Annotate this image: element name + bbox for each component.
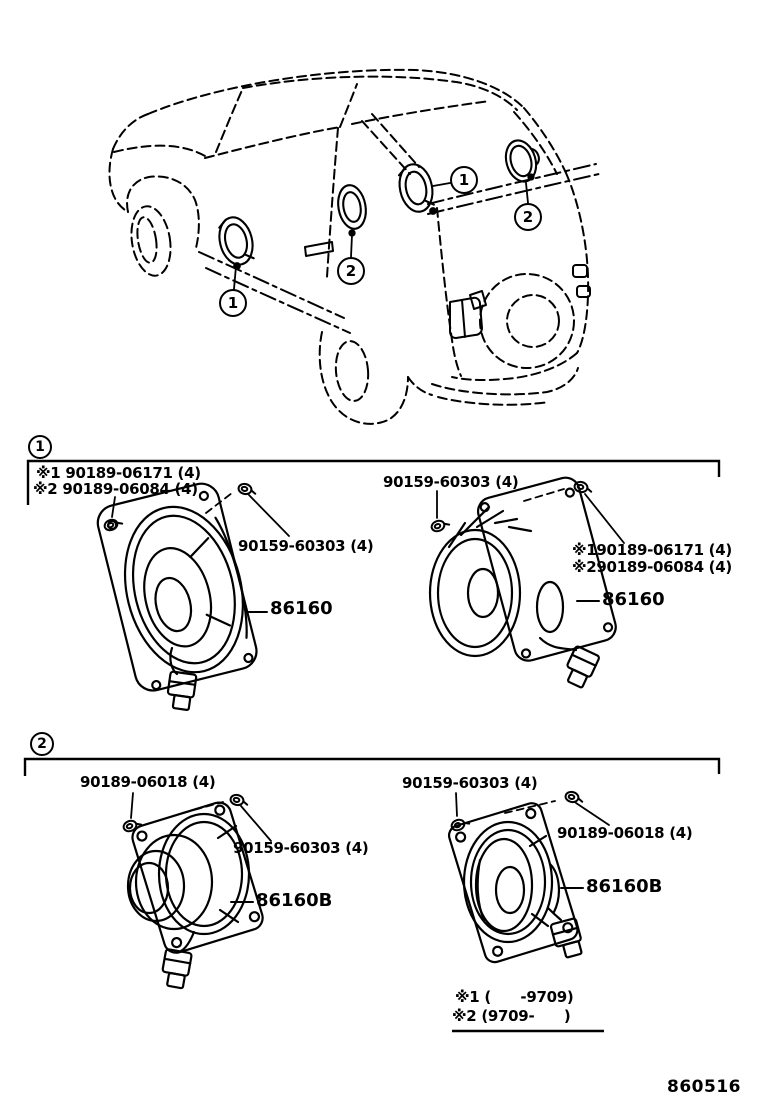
part-number-note1-left: ※1 90189-06171 (4) (36, 464, 201, 482)
leader-front-door (234, 266, 236, 289)
car-rear-body-line (408, 377, 432, 395)
car-a-pillar (113, 114, 148, 149)
car-speaker-rear-quarter (335, 183, 369, 231)
car-window-front-edge (216, 88, 243, 152)
screw-icon (430, 518, 450, 533)
car-speaker-front-door (215, 214, 258, 268)
part-number-speaker-right: 86160 (602, 589, 665, 610)
car-rear-wheel-arch (320, 332, 408, 424)
callout-circle-front-door-far (450, 166, 478, 194)
car-roof-line (148, 70, 524, 114)
screw-icon (238, 483, 257, 496)
oval-speaker-front-illustration (94, 480, 261, 695)
wire-2 (540, 638, 576, 650)
callout-number: 2 (522, 208, 534, 226)
part-number-speaker2-left: 86160B (256, 890, 333, 911)
car-front-tire (127, 203, 175, 278)
car-taillight (450, 298, 482, 338)
section1-header-circle (28, 435, 52, 459)
callout-number: 1 (458, 171, 470, 189)
part-number-speaker2-right: 86160B (586, 876, 663, 897)
part-number-note1-right: ※190189-06171 (4) (572, 541, 732, 559)
section1-left-assembly (94, 480, 289, 711)
label-leader (456, 793, 457, 816)
wire-1 (170, 648, 177, 674)
part-number-clip-left: 90189-06018 (4) (80, 773, 216, 791)
part-number-clip-right: 90189-06018 (4) (557, 824, 693, 842)
screw-icon (103, 517, 123, 532)
car-speaker-screw-dot-4 (528, 174, 533, 179)
connector-icon (166, 671, 197, 710)
label-leader (249, 495, 289, 536)
part-number-note2-left: ※2 90189-06084 (4) (33, 480, 198, 498)
car-b-pillar (340, 84, 357, 127)
leader-front-door-far (433, 183, 450, 186)
label-leader (112, 497, 115, 517)
label-leader (131, 793, 133, 818)
screw-icon (450, 817, 470, 832)
section2-right-assembly (447, 791, 609, 965)
part-number-screw2-left: 90159-60303 (4) (233, 839, 369, 857)
car-nose (109, 149, 128, 212)
car-bumper-2 (438, 397, 549, 405)
car-rear-tire-inner (333, 340, 370, 403)
car-speaker-screw-dot-3 (430, 208, 436, 214)
section-number: 2 (37, 736, 47, 752)
label-leader (241, 806, 271, 841)
car-door-seam (327, 128, 338, 277)
figure-code: 860516 (667, 1077, 741, 1097)
car-roof-rail (243, 77, 517, 110)
section2-header-circle (30, 732, 54, 756)
car-speaker-front-door-far (395, 161, 436, 215)
screw-icon (230, 794, 249, 807)
car-beltline-far (352, 101, 490, 124)
footnote-line1: ※1 ( -9709) (455, 988, 574, 1006)
car-outline-drawing (109, 70, 599, 424)
label-leader (576, 803, 609, 825)
screw-dashed-leader (524, 489, 564, 501)
leader-rear-quarter-far (526, 183, 528, 203)
section2-left-assembly (122, 793, 271, 989)
part-number-screw-right: 90159-60303 (4) (383, 473, 519, 491)
connector-icon (561, 646, 600, 690)
part-number-screw-left: 90159-60303 (4) (238, 537, 374, 555)
connector-icon (160, 949, 192, 989)
callout-circle-rear-quarter-far (514, 203, 542, 231)
round-speaker-rear-illustration (128, 800, 266, 956)
car-tailgate-hinge-1 (573, 265, 587, 277)
section1-right-assembly (430, 475, 624, 690)
car-spare-tire-inner (507, 295, 559, 347)
callout-number: 1 (227, 294, 239, 312)
car-bumper-1 (432, 368, 578, 394)
callout-circle-front-door (219, 289, 247, 317)
callout-circle-rear-quarter (337, 257, 365, 285)
part-number-speaker-left: 86160 (270, 598, 333, 619)
screw-icon (574, 481, 593, 494)
car-rear-right-edge (566, 173, 588, 353)
part-number-note2-right: ※290189-06084 (4) (572, 558, 732, 576)
car-rear-pillar-1 (524, 108, 566, 173)
car-taillight-divider (462, 300, 465, 337)
car-fender-top (114, 146, 205, 156)
screw-icon (565, 791, 584, 804)
section-number: 1 (35, 439, 45, 455)
leader-rear-quarter (351, 235, 352, 257)
part-number-screw2-right: 90159-60303 (4) (402, 774, 538, 792)
car-speaker-markers (215, 136, 545, 289)
callout-number: 2 (345, 262, 357, 280)
footnote-line2: ※2 (9709- ) (452, 1007, 571, 1025)
screw-icon (122, 818, 142, 833)
car-front-tire-inner (135, 216, 160, 264)
car-tailgate-seam (437, 208, 461, 376)
